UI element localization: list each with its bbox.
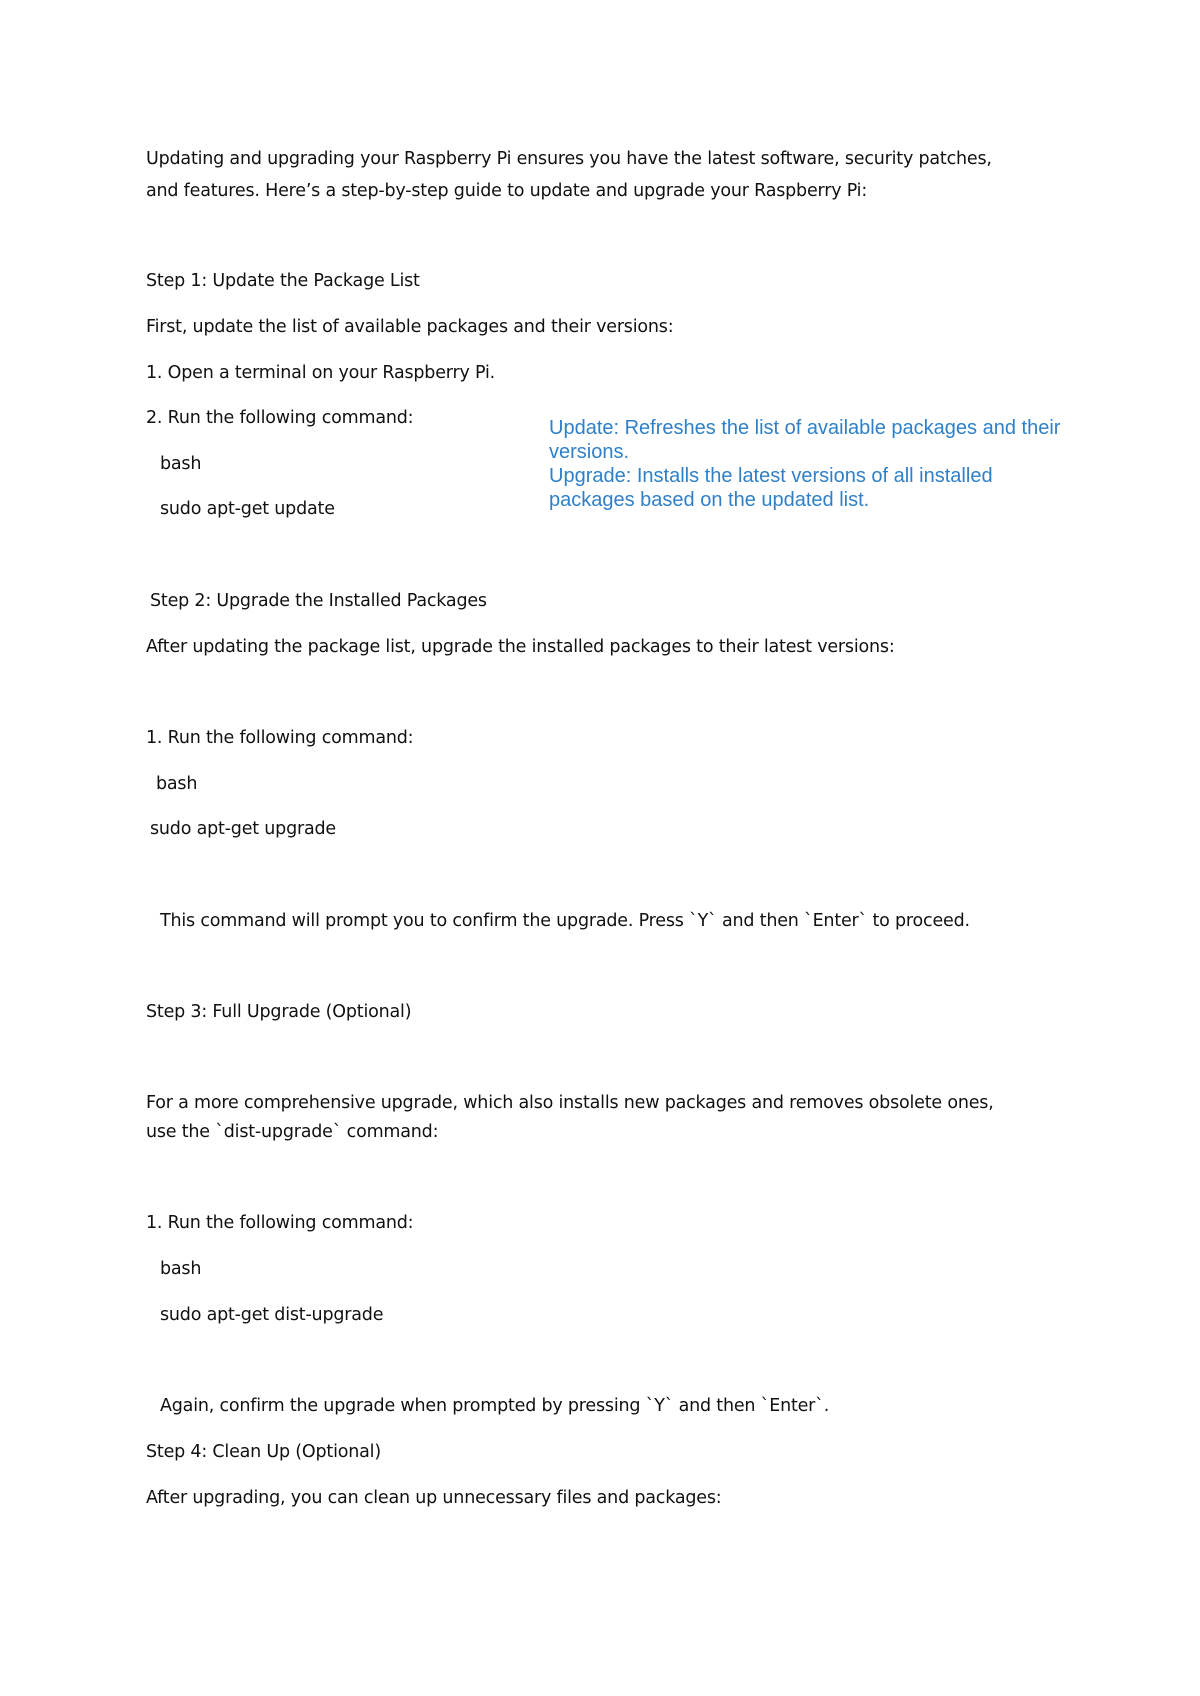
intro-line-2: and features. Here’s a step-by-step guide to update and upgrade your Raspberry Pi: bbox=[146, 181, 868, 201]
intro-line-1: Updating and upgrading your Raspberry Pi ensures you have the latest software, security patches, bbox=[146, 149, 992, 169]
callout-line-4: packages based on the updated list. bbox=[549, 489, 870, 511]
step3-code-lang: bash bbox=[160, 1259, 202, 1279]
step1-code-lang: bash bbox=[160, 454, 202, 474]
step2-description: After updating the package list, upgrade the installed packages to their latest versions: bbox=[146, 637, 895, 657]
step3-heading: Step 3: Full Upgrade (Optional) bbox=[146, 1002, 412, 1022]
step3-code: sudo apt-get dist-upgrade bbox=[160, 1305, 384, 1325]
step1-item-1: 1. Open a terminal on your Raspberry Pi. bbox=[146, 363, 495, 383]
step2-code-lang: bash bbox=[156, 774, 198, 794]
comment-callout bbox=[549, 416, 1109, 512]
step4-heading: Step 4: Clean Up (Optional) bbox=[146, 1442, 381, 1462]
step2-heading: Step 2: Upgrade the Installed Packages bbox=[150, 591, 487, 611]
step3-note: Again, confirm the upgrade when prompted by pressing `Y` and then `Enter`. bbox=[160, 1396, 830, 1416]
callout-line-2: versions. bbox=[549, 441, 630, 463]
step3-description-line-1: For a more comprehensive upgrade, which also installs new packages and removes obsolete ones, bbox=[146, 1093, 994, 1113]
step3-item-1: 1. Run the following command: bbox=[146, 1213, 414, 1233]
step1-code: sudo apt-get update bbox=[160, 499, 335, 519]
step2-code: sudo apt-get upgrade bbox=[150, 819, 336, 839]
step4-description: After upgrading, you can clean up unnecessary files and packages: bbox=[146, 1488, 722, 1508]
callout-line-3: Upgrade: Installs the latest versions of all installed bbox=[549, 465, 993, 487]
step1-description: First, update the list of available packages and their versions: bbox=[146, 317, 674, 337]
step1-item-2: 2. Run the following command: bbox=[146, 408, 414, 428]
callout-line-1: Update: Refreshes the list of available packages and their bbox=[549, 417, 1061, 439]
step2-item-1: 1. Run the following command: bbox=[146, 728, 414, 748]
step3-description-line-2: use the `dist-upgrade` command: bbox=[146, 1122, 439, 1142]
step2-note: This command will prompt you to confirm the upgrade. Press `Y` and then `Enter` to proceed. bbox=[160, 911, 970, 931]
step1-heading: Step 1: Update the Package List bbox=[146, 271, 420, 291]
